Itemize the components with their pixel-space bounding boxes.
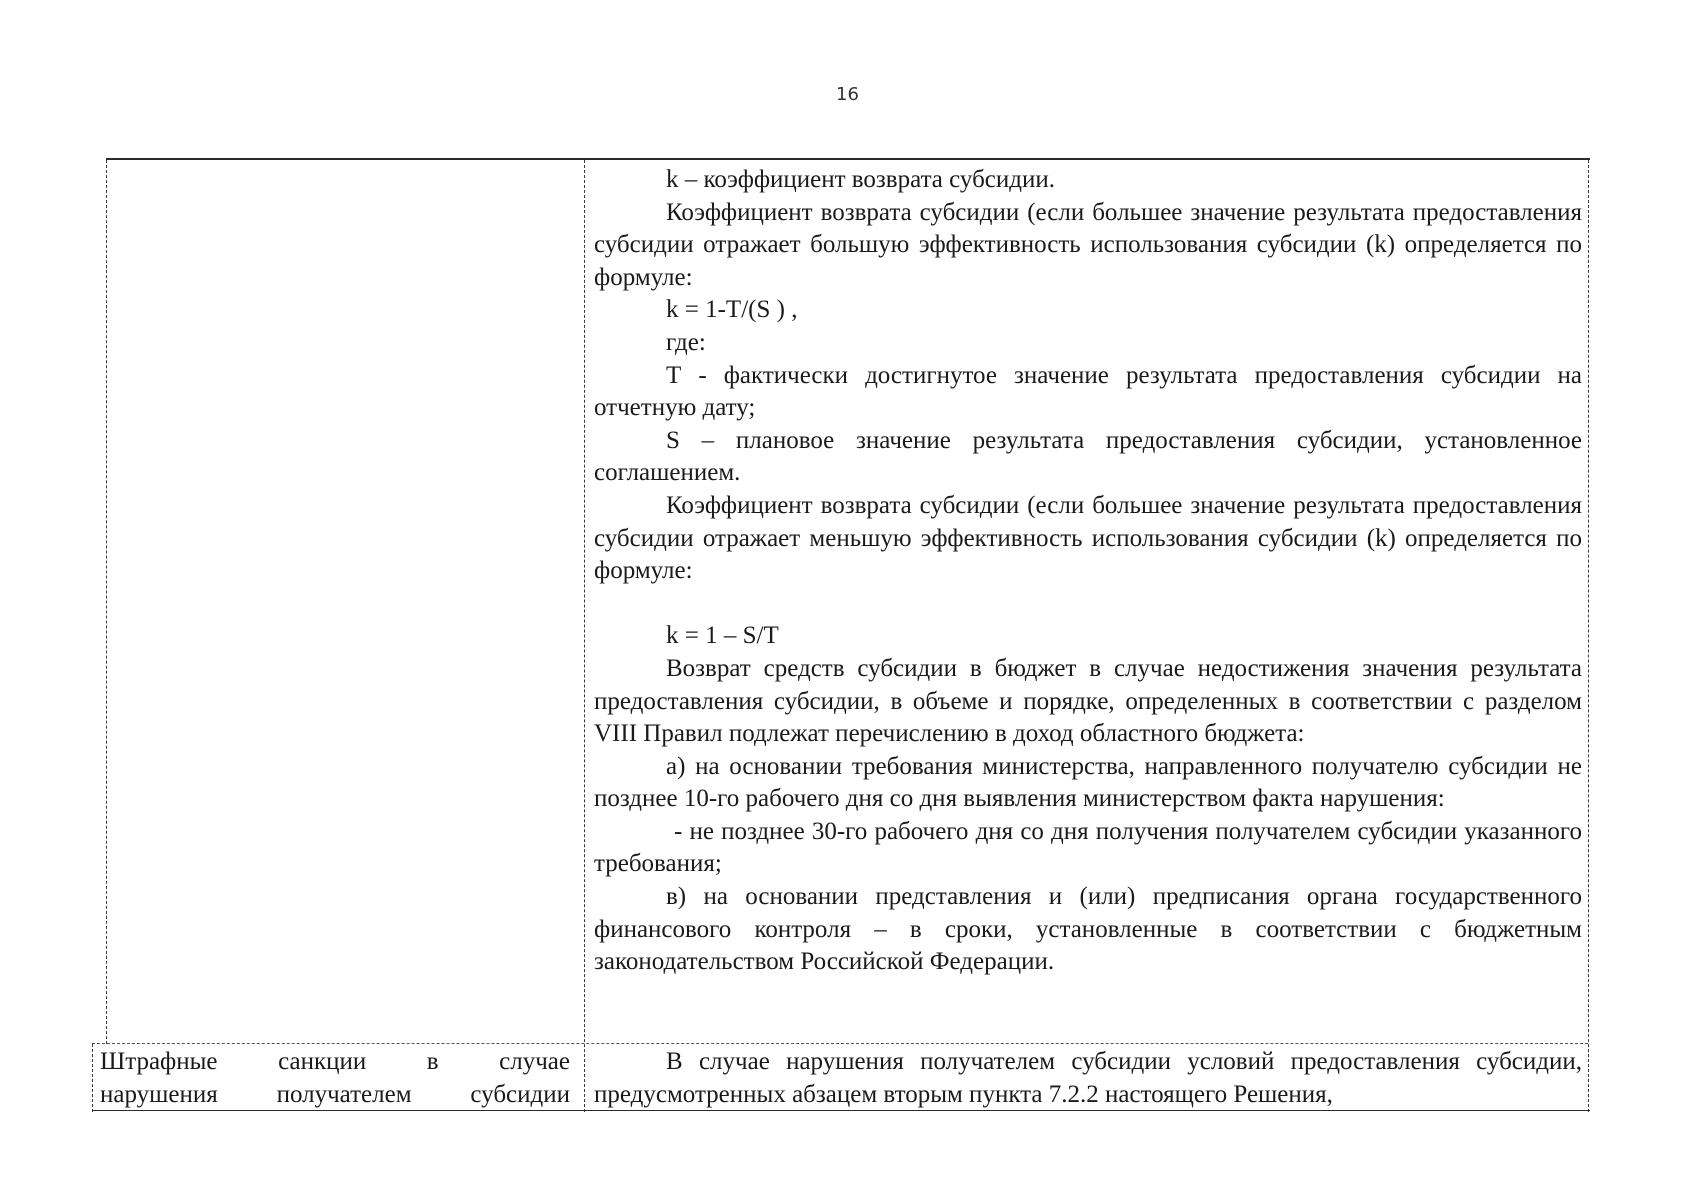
paragraph-coefficient-higher-effectiveness: Коэффициент возврата субсидии (если большее значение результата предоставления субсидии отражает большую эффективность использования субсидии (k) определяется по формуле:: [594, 198, 1582, 291]
row-divider: [92, 1043, 1588, 1044]
paragraph-item-a: а) на основании требования министерства, направленного получателю субсидии не позднее 10-го рабочего дня со дня выявления министерством факта нарушения:: [594, 752, 1582, 813]
formula-1: k = 1-T/(S ) ,: [666, 296, 798, 324]
row1-right-cell: [594, 164, 1582, 979]
table-right-border: [1588, 160, 1589, 1112]
paragraph-where: где:: [666, 328, 706, 356]
paragraph-item-v: в) на основании представления и (или) предписания органа государственного финансового контроля – в сроки, установленные в соответствии с бюджетным законодательством Российской Федерации.: [594, 883, 1582, 976]
blank-line: [594, 588, 1582, 621]
formula-2: k = 1 – S/T: [666, 622, 779, 650]
paragraph-refund: Возврат средств субсидии в бюджет в случае недостижения значения результата предоставления субсидии, в объеме и порядке, определенных в соответствии с разделом VIII Правил подлежат перечислению в доход областного бюджета:: [594, 654, 1582, 748]
row2-left-cell: [100, 1046, 570, 1111]
table-left-border-row2: [92, 1044, 93, 1112]
paragraph-coefficient-lower-effectiveness: Коэффициент возврата субсидии (если большее значение результата предоставления субсидии отражает меньшую эффективность использования субсидии (k) определяется по формуле:: [594, 491, 1582, 585]
paragraph-penalty: В случае нарушения получателем субсидии условий предоставления субсидии, предусмотренных абзацем вторым пункта 7.2.2 настоящего Решения,: [594, 1048, 1582, 1108]
row2-left-line-2: нарушения получателем субсидии: [100, 1080, 570, 1108]
paragraph-t-definition: Т - фактически достигнутое значение результата предоставления субсидии на отчетную дату;: [594, 361, 1582, 422]
page-number: 16: [836, 84, 859, 105]
row2-left-line-1: Штрафные санкции в случае: [100, 1048, 570, 1075]
table-left-border: [106, 160, 107, 1044]
paragraph-deadline: - не позднее 30-го рабочего дня со дня получения получателем субсидии указанного требования;: [594, 817, 1582, 878]
table-column-divider: [584, 160, 585, 1112]
paragraph-coefficient-definition: k – коэффициент возврата субсидии.: [666, 166, 1056, 193]
paragraph-s-definition: S – плановое значение результата предоставления субсидии, установленное соглашением.: [594, 426, 1582, 487]
table-top-border: [106, 158, 1590, 160]
row2-right-cell: [594, 1046, 1582, 1111]
